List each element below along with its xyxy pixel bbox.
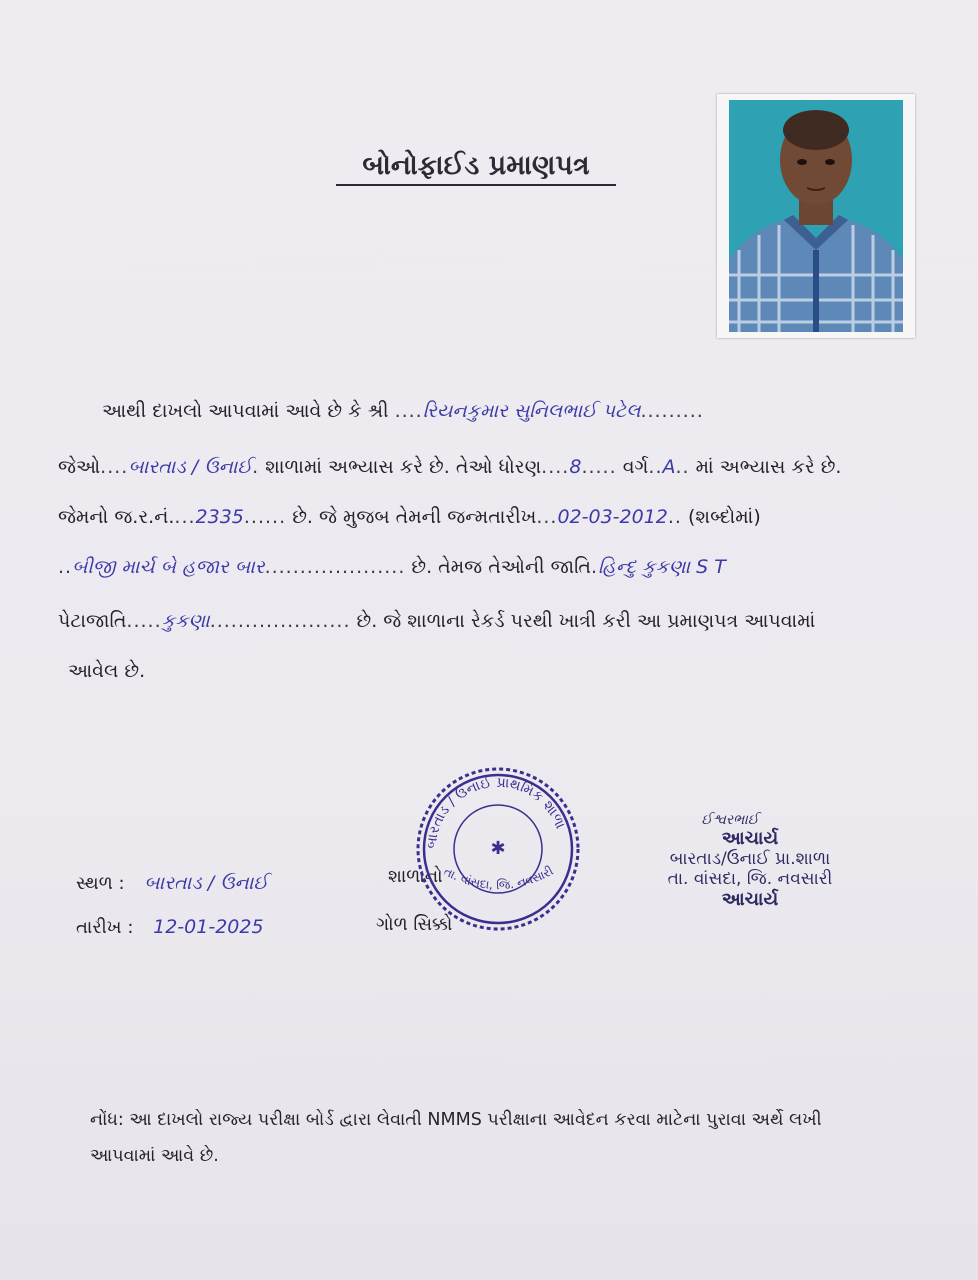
dob-in-words: બીજી માર્ચ બે હજાર બાર xyxy=(72,556,265,578)
line-2: જેઓ....બારતાડ / ઉનાઈ. શાળામાં અભ્યાસ કરે છે. તેઓ ધોરણ....8..... વર્ગ..A.. માં અભ્યાસ કરે છે. xyxy=(58,456,842,478)
certificate-title: બોનોફાઈડ પ્રમાણપત્ર xyxy=(336,150,616,186)
note-line-1: નોંધ: આ દાખલો રાજ્ય પરીક્ષા બોર્ડ દ્વારા લેવાતી NMMS પરીક્ષાના આવેદન કરવા માટેના પુરાવા અર્થે લખી xyxy=(90,1110,822,1130)
line-1: આથી દાખલો આપવામાં આવે છે કે શ્રી ....રિયનકુમાર સુનિલભાઈ પટેલ......... xyxy=(102,400,704,422)
standard-value: 8 xyxy=(569,456,582,478)
seal-label-1: શાળાનો xyxy=(388,866,443,887)
line-6: આવેલ છે. xyxy=(68,660,146,682)
line2-prefix: જેઓ xyxy=(58,456,101,478)
division-value: A xyxy=(662,456,676,478)
principal-block xyxy=(650,812,850,910)
place-row xyxy=(76,872,268,894)
student-photo xyxy=(717,94,915,338)
principal-taluka: તા. વાંસદા, જિ. નવસારી xyxy=(667,869,833,889)
student-portrait-image xyxy=(729,100,903,332)
school-name: બારતાડ / ઉનાઈ xyxy=(128,456,253,478)
line5-suffix: છે. જે શાળાના રેકર્ડ પરથી ખાત્રી કરી આ પ્રમાણપત્ર આપવામાં xyxy=(356,610,816,632)
svg-text:✱: ✱ xyxy=(490,838,506,859)
line1-prefix: આથી દાખલો આપવામાં આવે છે કે શ્રી xyxy=(102,400,389,422)
date-value: 12-01-2025 xyxy=(153,916,264,938)
line-4: ..બીજી માર્ચ બે હજાર બાર.................... છે. તેમજ તેઓની જાતિ.હિન્દુ કુકણા S T xyxy=(58,556,726,578)
student-name: રિયનકુમાર સુનિલભાઈ પટેલ xyxy=(422,400,641,422)
line5-prefix: પેટાજાતિ xyxy=(58,610,127,632)
line-5: પેટાજાતિ.....કુકણા.................... છે. જે શાળાના રેકર્ડ પરથી ખાત્રી કરી આ પ્રમાણપત્ર આપવામાં xyxy=(58,610,816,632)
line4-mid: છે. તેમજ તેઓની જાતિ xyxy=(411,556,591,578)
school-round-stamp xyxy=(413,764,583,934)
footer-note xyxy=(90,1102,890,1174)
line-3: જેમનો જ.ર.નં....2335...... છે. જે મુજબ તેમની જન્મતારીખ...02-03-2012.. (શબ્દોમાં) xyxy=(58,506,761,528)
principal-title-bottom: આચાર્ય xyxy=(721,889,779,910)
division-label: વર્ગ xyxy=(622,456,649,478)
stamp-ring-text: બારતાડ / ઉનાઈ પ્રાથમિક શાળા xyxy=(423,774,569,850)
line3-prefix: જેમનો જ.ર.નં. xyxy=(58,506,175,528)
line2-mid: શાળામાં અભ્યાસ કરે છે. તેઓ ધોરણ xyxy=(265,456,542,478)
seal-label-2: ગોળ સિક્કો xyxy=(376,914,453,935)
subcaste-value: કુકણા xyxy=(161,610,210,632)
principal-school: બારતાડ/ઉનાઈ પ્રા.શાળા xyxy=(669,849,831,869)
date-label: તારીખ : xyxy=(76,917,134,938)
stamp-bottom-text: તા. વાંસદા, જિ. નવસારી xyxy=(441,863,556,893)
line2-suffix: માં અભ્યાસ કરે છે. xyxy=(695,456,842,478)
place-label: સ્થળ : xyxy=(76,873,125,894)
line3-mid: છે. જે મુજબ તેમની જન્મતારીખ xyxy=(292,506,537,528)
date-of-birth: 02-03-2012 xyxy=(557,506,668,528)
line3-suffix: (શબ્દોમાં) xyxy=(688,506,761,528)
caste-value: હિન્દુ કુકણા S T xyxy=(598,556,726,578)
register-number: 2335 xyxy=(195,506,244,528)
note-line-2: આપવામાં આવે છે. xyxy=(90,1146,219,1166)
date-row xyxy=(76,916,264,938)
principal-signature: ઈશ્વરભાઈ xyxy=(701,812,759,828)
place-value: બારતાડ / ઉનાઈ xyxy=(144,872,269,894)
principal-title-top: આચાર્ય xyxy=(721,828,779,849)
